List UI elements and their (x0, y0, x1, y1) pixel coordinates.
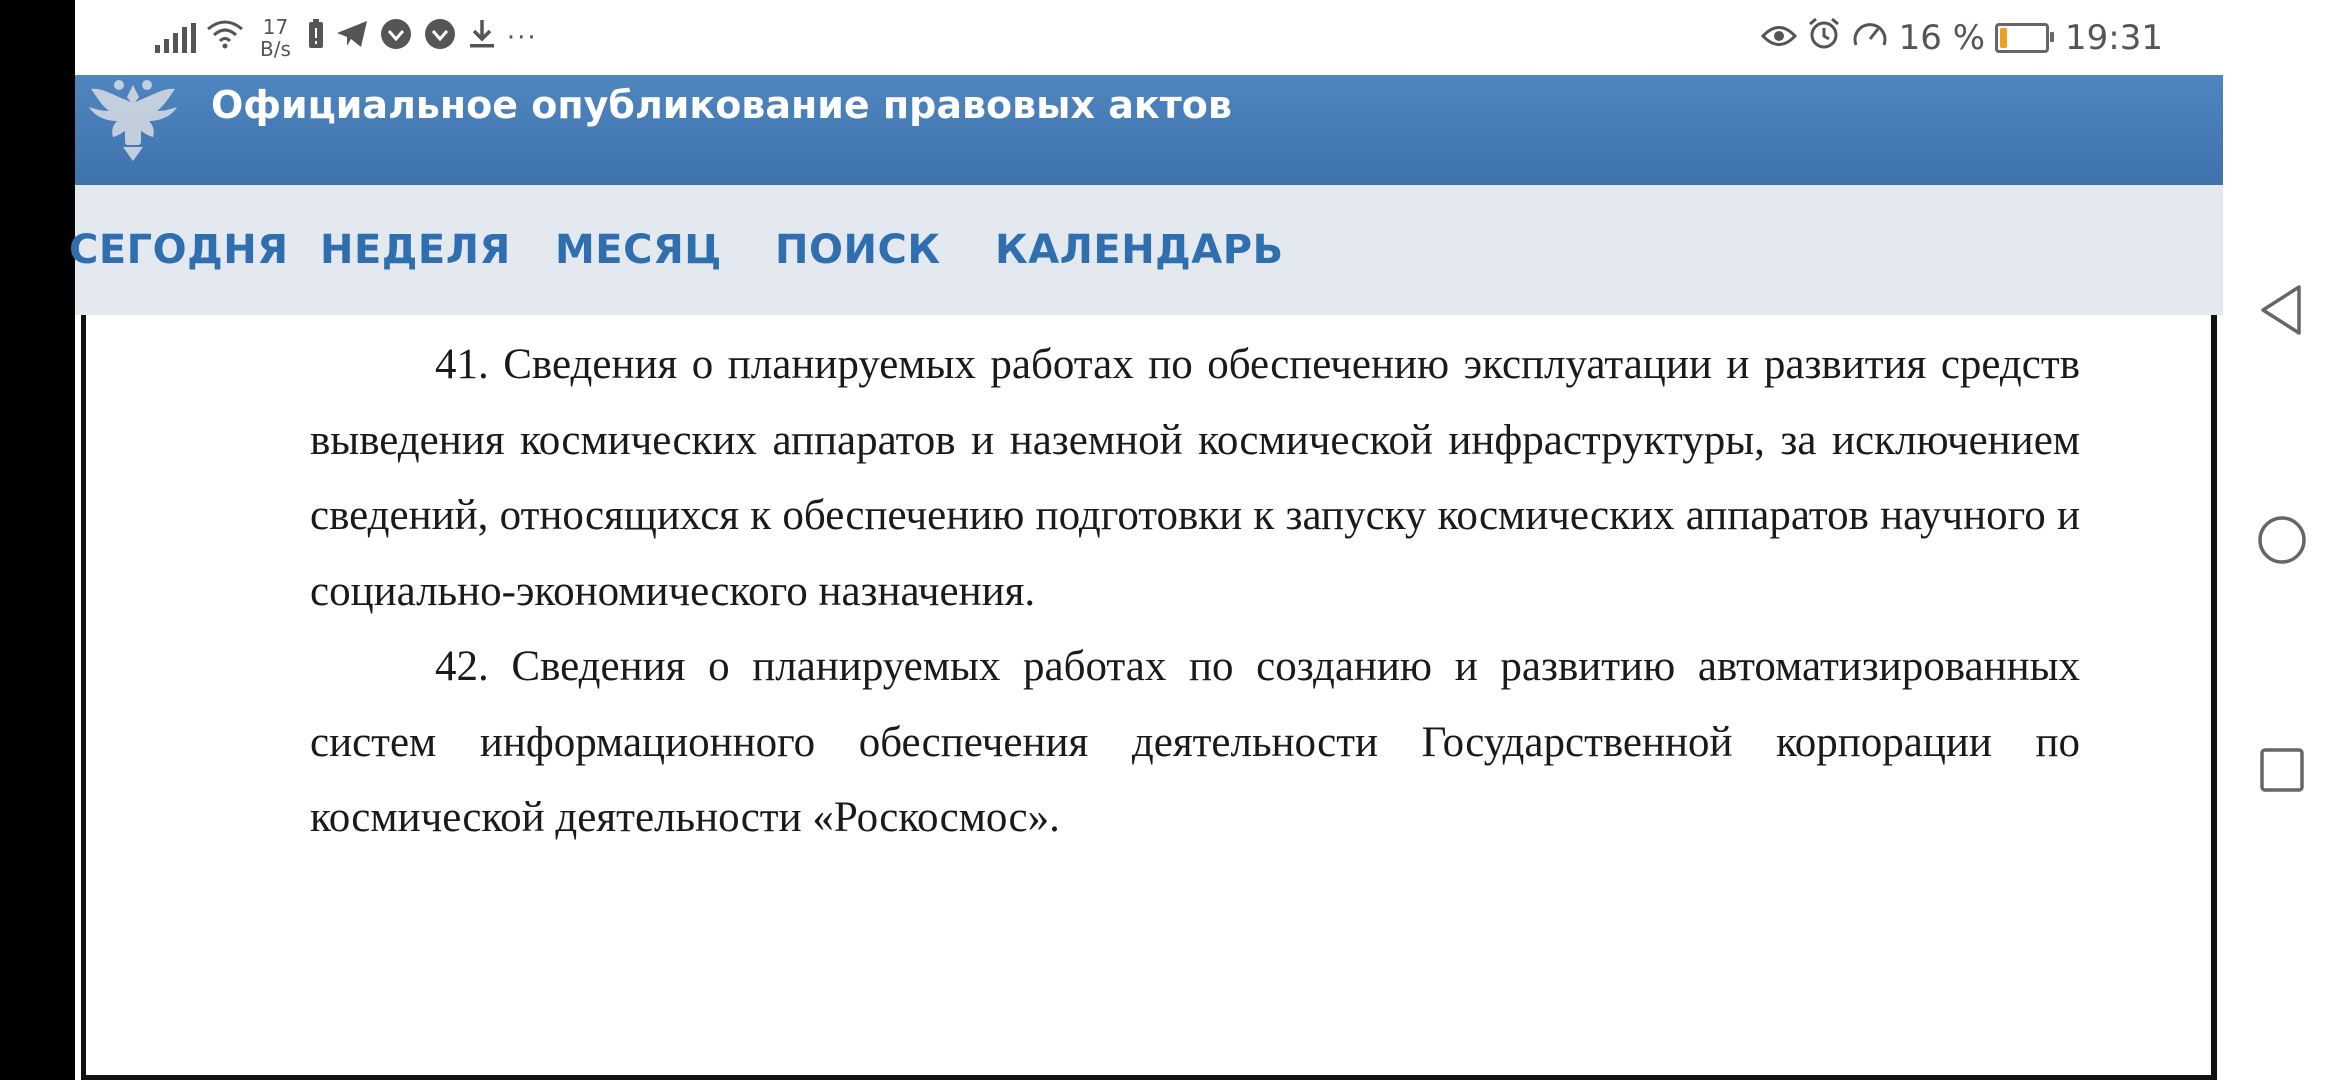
net-speed-unit: B/s (260, 36, 291, 61)
signal-icon (155, 23, 196, 53)
home-button[interactable] (2223, 500, 2340, 580)
recents-icon (2258, 746, 2306, 794)
battery-percent: 16 % (1898, 17, 1986, 58)
paragraph-42: 42. Сведения о планируемых работах по созданию и развитию автоматизированных систем информационного обеспечения деятельности Государственной корпорации по космической деятельности «Роскосмос». (310, 643, 2080, 841)
document-text (310, 327, 2080, 856)
battery-saver-icon (307, 18, 325, 57)
page-border-left (81, 315, 86, 1080)
app-notification-icon (423, 17, 457, 58)
nav-tab-month[interactable]: МЕСЯЦ (555, 227, 722, 273)
nav-bar (69, 185, 2223, 315)
system-nav-bar (2223, 0, 2340, 1080)
back-icon (2257, 283, 2307, 337)
left-black-band (0, 0, 75, 1080)
home-icon (2256, 514, 2308, 566)
paragraph-41: 41. Сведения о планируемых работах по обеспечению эксплуатации и развития средств выведения космических аппаратов и наземной космической инфраструктуры, за исключением сведений, относящихся к обеспечению подготовки к запуску космических аппаратов научного и социально-экономического назначения. (310, 341, 2080, 615)
page-border-right (2211, 315, 2217, 1080)
download-icon (467, 18, 497, 57)
net-speed-indicator (260, 16, 291, 60)
page-title: Официальное опубликование правовых актов (211, 83, 1232, 127)
app-notification-icon (379, 17, 413, 58)
eye-icon (1761, 18, 1797, 58)
nav-tab-calendar[interactable]: КАЛЕНДАРЬ (995, 227, 1284, 273)
alarm-icon (1807, 16, 1841, 59)
status-left-group (155, 0, 538, 75)
site-header (75, 75, 2223, 185)
battery-icon (1995, 23, 2049, 53)
back-button[interactable] (2223, 270, 2340, 350)
telegram-icon (335, 19, 369, 56)
nav-tab-today[interactable]: СЕГОДНЯ (69, 227, 289, 273)
nav-tab-week[interactable]: НЕДЕЛЯ (320, 227, 511, 273)
recents-button[interactable] (2223, 730, 2340, 810)
status-bar (75, 0, 2223, 75)
nav-tab-search[interactable]: ПОИСК (775, 227, 941, 273)
wifi-icon (206, 19, 244, 56)
net-speed-value: 17 (262, 14, 289, 39)
page-border-bottom (81, 1075, 2217, 1080)
more-icon: ··· (506, 22, 538, 53)
document-viewer[interactable] (75, 315, 2223, 1080)
speedometer-icon (1851, 17, 1889, 58)
coat-of-arms-icon[interactable] (83, 75, 183, 165)
status-right-group (1761, 0, 2163, 75)
clock: 19:31 (2065, 17, 2163, 58)
battery-level-fill (2000, 28, 2007, 48)
